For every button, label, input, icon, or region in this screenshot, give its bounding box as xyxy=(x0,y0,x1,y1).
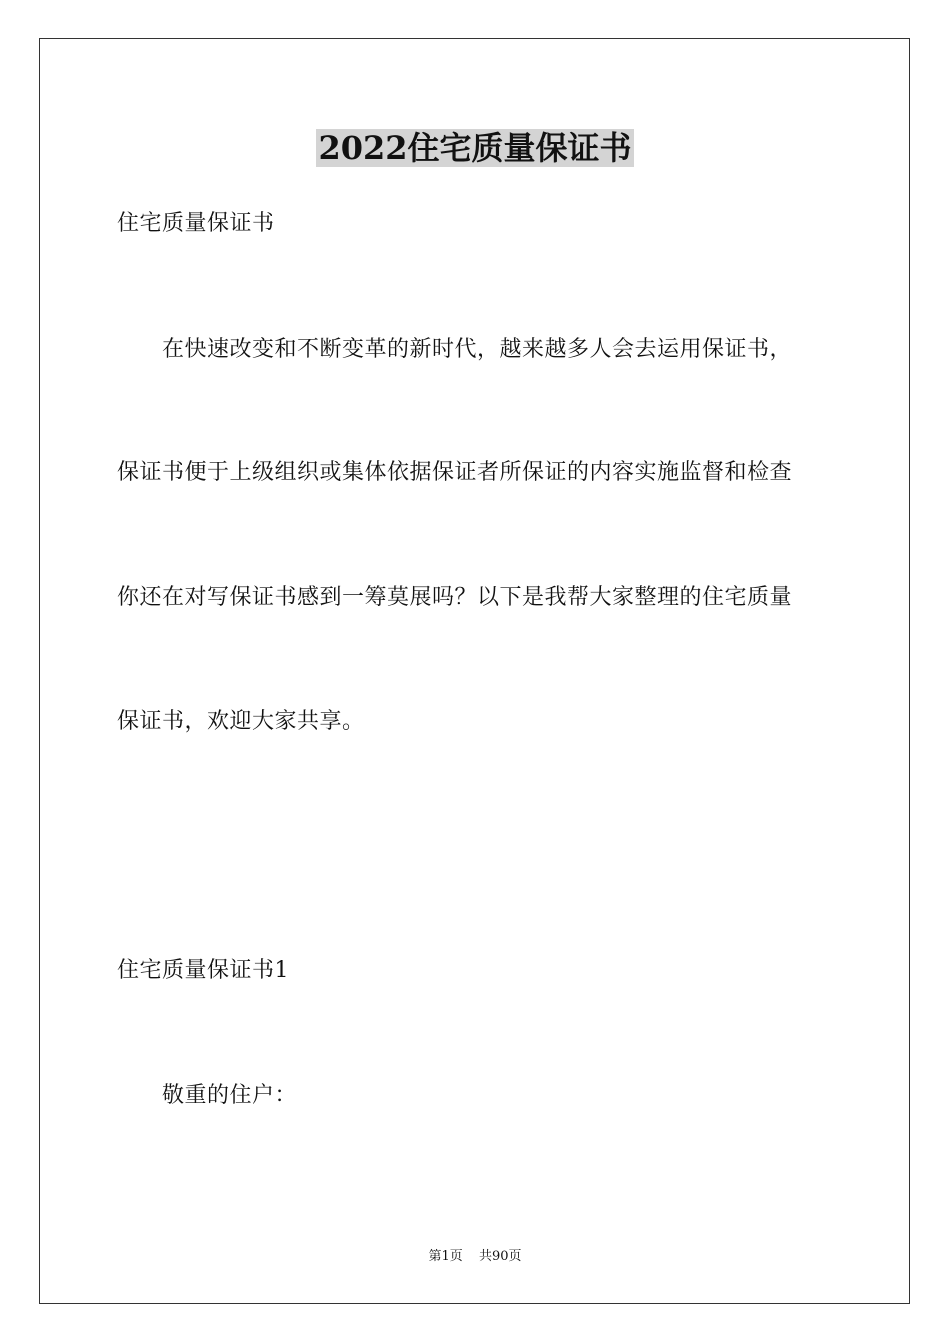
intro-line-3: 你还在对写保证书感到一筹莫展吗？以下是我帮大家整理的住宅质量 xyxy=(117,585,793,610)
total-pages: 共90页 xyxy=(478,1249,522,1264)
intro-line-1: 在快速改变和不断变革的新时代，越来越多人会去运用保证书， xyxy=(162,337,793,362)
intro-line-2: 保证书便于上级组织或集体依据保证者所保证的内容实施监督和检查 xyxy=(117,460,793,485)
document-title xyxy=(0,125,950,171)
page-footer xyxy=(0,1248,950,1266)
document-subtitle: 住宅质量保证书 xyxy=(117,211,275,236)
intro-line-4: 保证书，欢迎大家共享。 xyxy=(117,709,365,734)
salutation: 敬重的住户： xyxy=(162,1083,298,1108)
section-heading: 住宅质量保证书1 xyxy=(117,958,289,983)
page-number: 第1页 xyxy=(428,1249,463,1264)
document-title-text: 2022住宅质量保证书 xyxy=(318,129,632,167)
